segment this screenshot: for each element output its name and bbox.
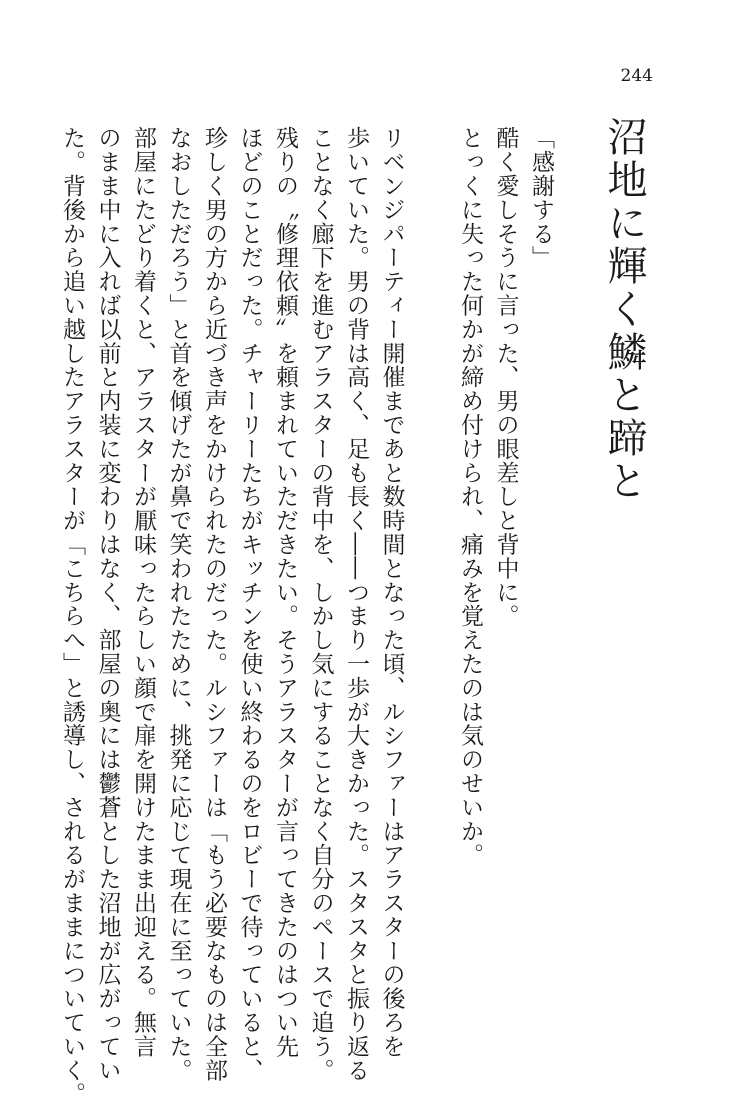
paragraph: 部屋にたどり着くと、アラスターが厭味ったらしい顔で扉を開けたまま出迎える。無言 のまま中に入れば以前と内装に変わりはなく、部屋の奥には鬱蒼とした沼地が広がってい た。背後から追い越したアラスターが「こちらへ」と誘導し、されるがままについていく。 [59,126,156,1106]
paragraph-dialogue: 「感謝する」 [528,126,554,270]
section-break [409,126,452,926]
paragraph: 酷く愛しそうに言った、男の眼差しと背中に。 [492,126,519,628]
paragraph: 残りの〝修理依頼〟を頼まれていただきたい。そうアラスターが言ってきたのはつい先 ほどのことだった。チャーリーたちがキッチンを使い終わるのをロビーで待っていると、 珍しく男の方から近づき声をかけられたのだった。ルシファーは「もう必要なものは全部 なおしただろう」と首を傾げたが鼻で笑われたために、挑発に応じて現在に至っていた。 [165,126,298,1082]
body-text [59,126,558,1106]
paragraph: とっくに失った何かが締め付けられ、痛みを覚えたのは気のせいか。 [457,126,483,867]
page-number: 244 [620,66,653,86]
paragraph: リベンジパーティー開催まであと数時間となった頃、ルシファーはアラスターの後ろを 歩いていた。男の背は高く、足も長く――つまり一歩が大きかった。スタスタと振り返る ことなく廊下を進むアラスターの背中を、しかし気にすることなく自分のペースで追う。 [307,126,405,1082]
chapter-title: 沼地に輝く鱗と蹄と [601,116,647,503]
